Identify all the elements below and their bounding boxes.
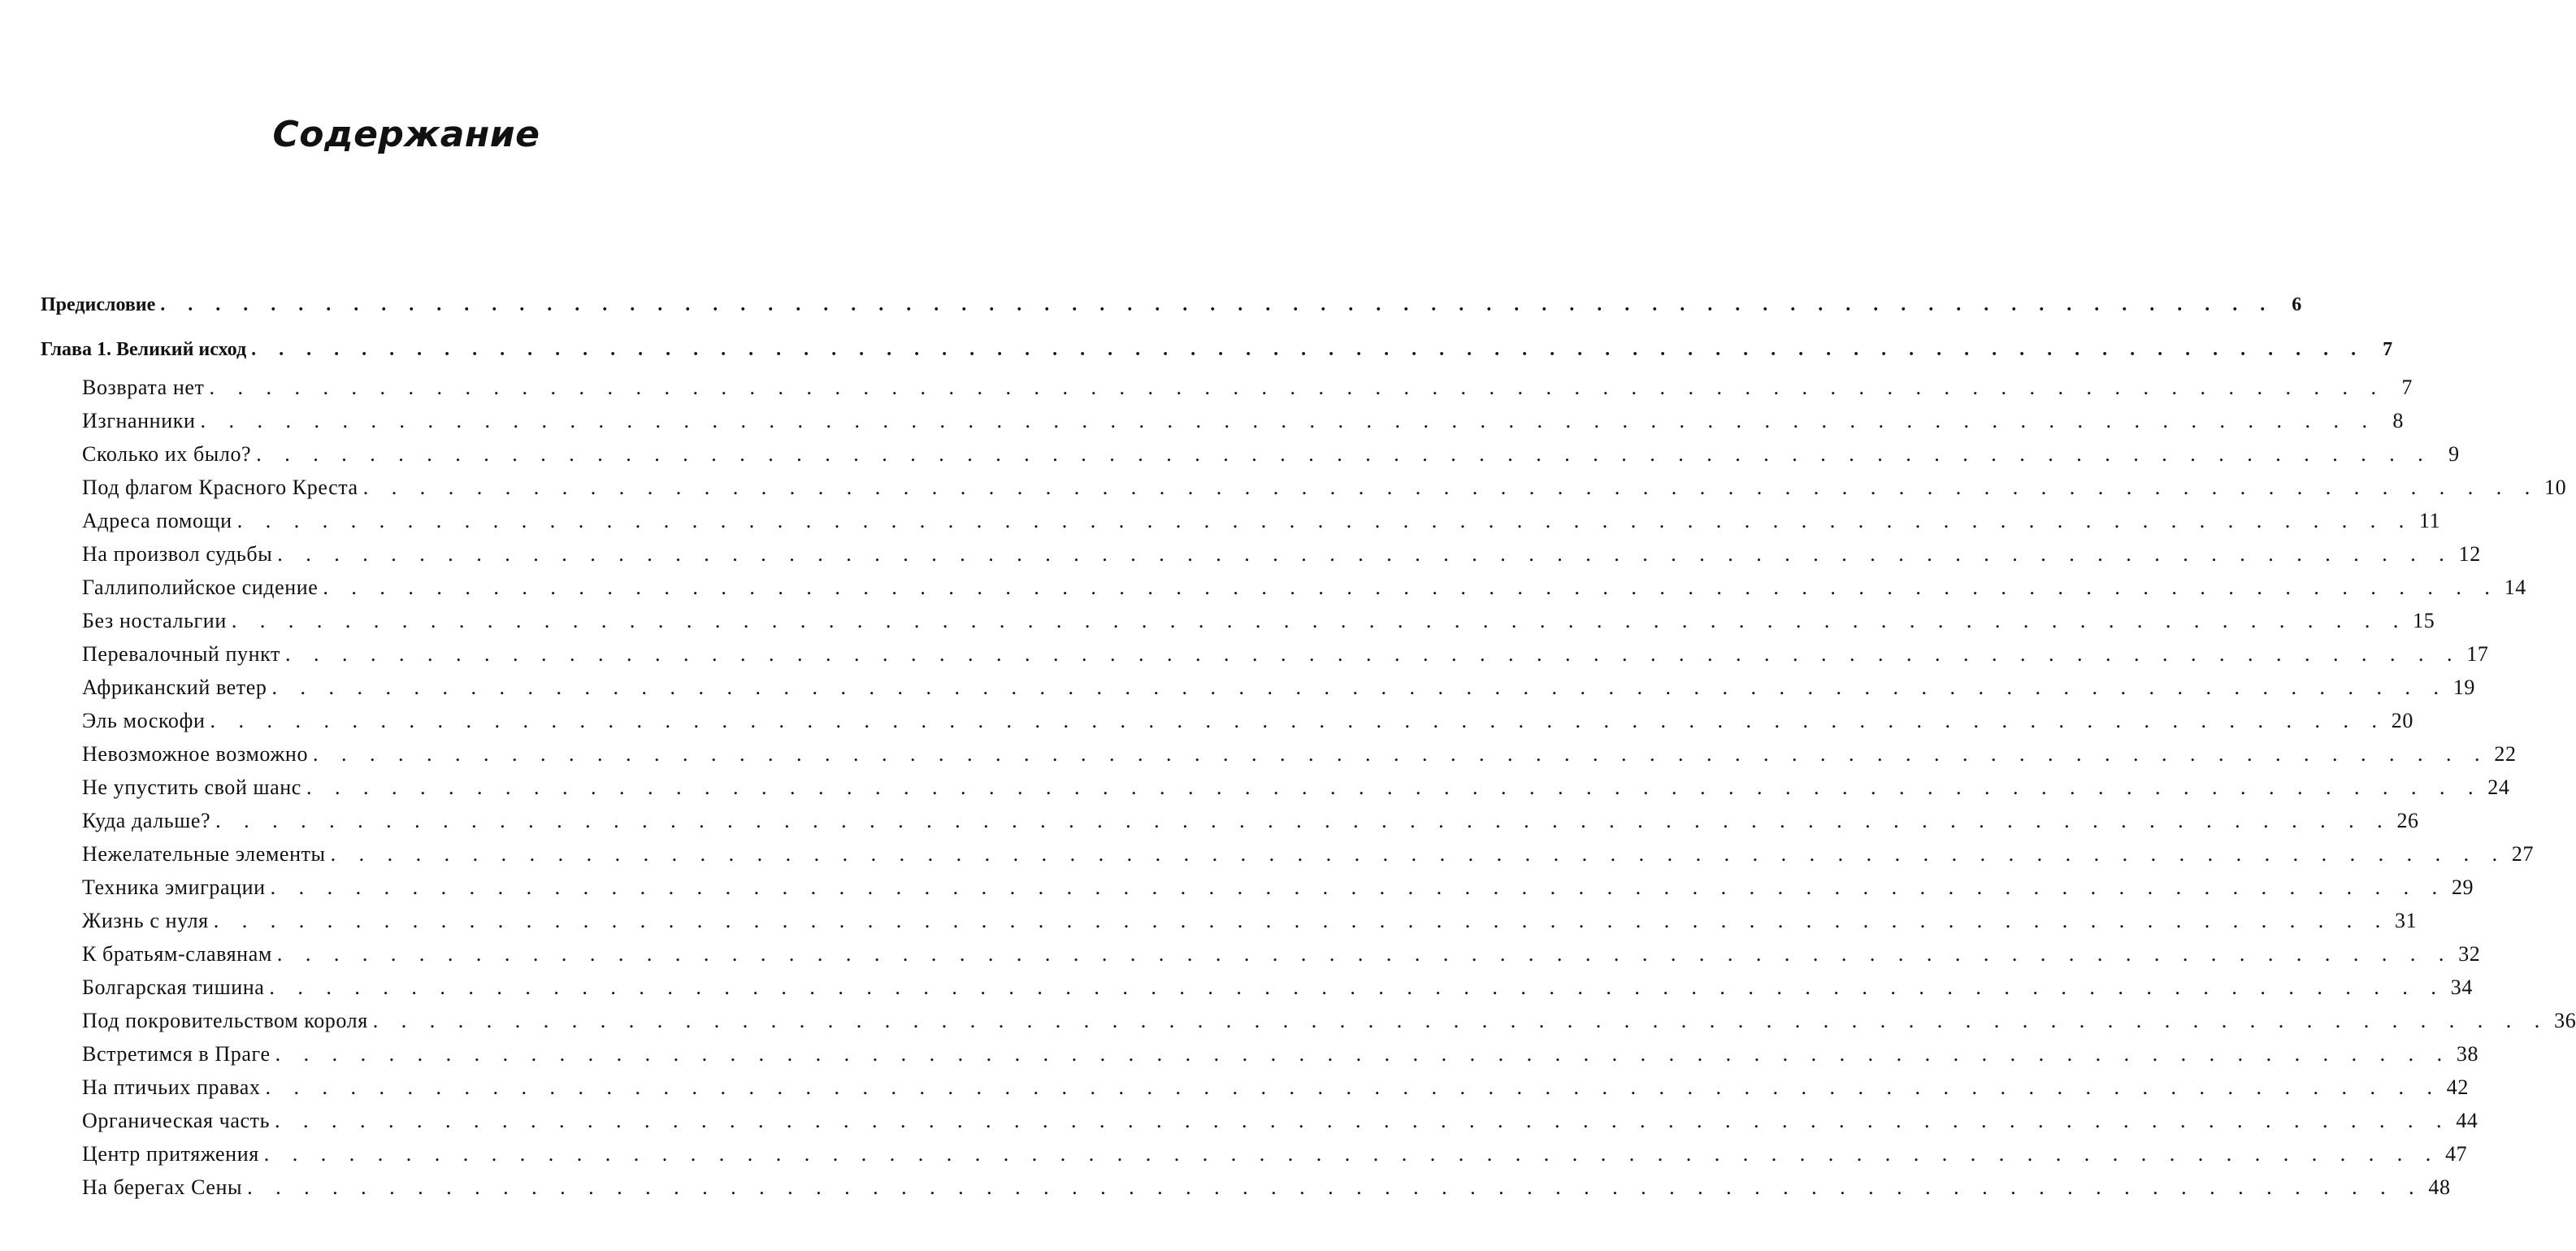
- dot-leader: . . . . . . . . . . . . . . . . . . . . . . . . . . . . . . . . . . . . . . . . . . . . . . . . . . . . . . . . . . . . . . . . . . . . . . . . . . . . .: [160, 294, 2275, 315]
- toc-entry-section: [82, 807, 2419, 835]
- toc-entry-label: Жизнь с нуля: [82, 909, 209, 932]
- toc-entry-page: 19: [2452, 675, 2476, 699]
- toc-entry-section: [82, 874, 2474, 901]
- dot-leader: . . . . . . . . . . . . . . . . . . . . . . . . . . . . . . . . . . . . . . . . . . . . . . . . . . . . . . . . . . . . . . . . . . . . . . . . . . . . .: [236, 509, 2413, 532]
- toc-entry-page: 27: [2511, 842, 2535, 866]
- toc-entry-section: [82, 841, 2535, 868]
- toc-entry-section: [82, 407, 2404, 435]
- toc-entry-label: Возврата нет: [82, 376, 205, 399]
- toc-entry-label: Нежелательные элементы: [82, 842, 326, 866]
- dot-leader: . . . . . . . . . . . . . . . . . . . . . . . . . . . . . . . . . . . . . . . . . . . . . . . . . . . . . . . . . . . . . . . . . . . . . . . . . . . . .: [323, 576, 2499, 599]
- dot-leader: . . . . . . . . . . . . . . . . . . . . . . . . . . . . . . . . . . . . . . . . . . . . . . . . . . . . . . . . . . . . . . . . . . . . . . . . . . . . .: [285, 642, 2461, 666]
- toc-entry-label: К братьям-славянам: [82, 942, 272, 966]
- toc-entry-preface: [41, 291, 2302, 319]
- toc-entry-page: 14: [2504, 576, 2526, 599]
- dot-leader: . . . . . . . . . . . . . . . . . . . . . . . . . . . . . . . . . . . . . . . . . . . . . . . . . . . . . . . . . . . . . . . . . . . . . . . . . . . . .: [256, 442, 2432, 466]
- toc-entry-section: [82, 940, 2481, 968]
- toc-entry-page: 17: [2466, 642, 2489, 666]
- dot-leader: . . . . . . . . . . . . . . . . . . . . . . . . . . . . . . . . . . . . . . . . . . . . . . . . . . . . . . . . . . . . . . . . . . . . . . . . . . . . .: [210, 709, 2386, 732]
- toc-entry-page: 15: [2413, 609, 2435, 632]
- toc-entry-section: [82, 1007, 2576, 1035]
- toc-entry-label: Глава 1. Великий исход: [41, 339, 247, 360]
- toc-entry-section: [82, 474, 2567, 502]
- toc-entry-section: [82, 907, 2418, 935]
- toc-entry-page: 24: [2487, 775, 2510, 799]
- toc-entry-page: 9: [2448, 442, 2460, 466]
- toc-entry-label: Под флагом Красного Креста: [82, 476, 358, 499]
- toc-entry-page: 22: [2494, 742, 2517, 766]
- toc-entry-label: Невозможное возможно: [82, 742, 309, 766]
- toc-entry-label: Африканский ветер: [82, 675, 267, 699]
- dot-leader: . . . . . . . . . . . . . . . . . . . . . . . . . . . . . . . . . . . . . . . . . . . . . . . . . . . . . . . . . . . . . . . . . . . . . . . . . . . . .: [265, 1075, 2441, 1099]
- dot-leader: . . . . . . . . . . . . . . . . . . . . . . . . . . . . . . . . . . . . . . . . . . . . . . . . . . . . . . . . . . . . . . . . . . . . . . . . . . . . .: [330, 842, 2507, 866]
- toc-entry-page: 20: [2391, 709, 2413, 732]
- toc-entry-label: Предисловие: [41, 294, 156, 315]
- toc-entry-section: [82, 374, 2413, 402]
- toc-entry-label: Техника эмиграции: [82, 875, 266, 899]
- toc-entry-section: [82, 641, 2489, 668]
- dot-leader: . . . . . . . . . . . . . . . . . . . . . . . . . . . . . . . . . . . . . . . . . . . . . . . . . . . . . . . . . . . . . . . . . . . . . . . . . . . . .: [269, 975, 2445, 999]
- dot-leader: . . . . . . . . . . . . . . . . . . . . . . . . . . . . . . . . . . . . . . . . . . . . . . . . . . . . . . . . . . . . . . . . . . . . . . . . . . . . .: [313, 742, 2489, 766]
- dot-leader: . . . . . . . . . . . . . . . . . . . . . . . . . . . . . . . . . . . . . . . . . . . . . . . . . . . . . . . . . . . . . . . . . . . . . . . . . . . . .: [247, 1175, 2423, 1199]
- toc-entry-page: 11: [2418, 509, 2441, 532]
- dot-leader: . . . . . . . . . . . . . . . . . . . . . . . . . . . . . . . . . . . . . . . . . . . . . . . . . . . . . . . . . . . . . . . . . . . . . . . . . . . . .: [209, 376, 2385, 399]
- toc-entry-section: [82, 441, 2460, 468]
- toc-entry-page: 29: [2451, 875, 2474, 899]
- toc-entry-label: Изгнанники: [82, 409, 196, 432]
- toc-entry-page: 44: [2456, 1109, 2478, 1132]
- dot-leader: . . . . . . . . . . . . . . . . . . . . . . . . . . . . . . . . . . . . . . . . . . . . . . . . . . . . . . . . . . . . . . . . . . . . . . . . . . . . .: [263, 1142, 2440, 1166]
- toc-entry-page: 12: [2458, 542, 2481, 566]
- toc-entry-label: Болгарская тишина: [82, 975, 265, 999]
- dot-leader: . . . . . . . . . . . . . . . . . . . . . . . . . . . . . . . . . . . . . . . . . . . . . . . . . . . . . . . . . . . . . . . . . . . . . . . . . . . . .: [276, 942, 2453, 966]
- toc-entry-section: [82, 741, 2517, 768]
- toc-entry-page: 6: [2292, 294, 2302, 315]
- dot-leader: . . . . . . . . . . . . . . . . . . . . . . . . . . . . . . . . . . . . . . . . . . . . . . . . . . . . . . . . . . . . . . . . . . . . . . . . . . . . .: [200, 409, 2376, 432]
- toc-entry-page: 36: [2554, 1009, 2576, 1032]
- toc-entry-chapter-1: [41, 336, 2393, 363]
- toc-entry-section: [82, 674, 2476, 702]
- toc-entry-label: Куда дальше?: [82, 809, 211, 832]
- toc-entry-section: [82, 607, 2435, 635]
- toc-entry-page: 48: [2428, 1175, 2451, 1199]
- toc-entry-label: Под покровительством короля: [82, 1009, 368, 1032]
- dot-leader: . . . . . . . . . . . . . . . . . . . . . . . . . . . . . . . . . . . . . . . . . . . . . . . . . . . . . . . . . . . . . . . . . . . . . . . . . . . . .: [362, 476, 2539, 499]
- toc-entry-label: Органическая часть: [82, 1109, 271, 1132]
- toc-entry-label: Встретимся в Праге: [82, 1042, 271, 1066]
- toc-entry-label: Центр притяжения: [82, 1142, 259, 1166]
- toc-entry-label: Эль москофи: [82, 709, 206, 732]
- dot-leader: . . . . . . . . . . . . . . . . . . . . . . . . . . . . . . . . . . . . . . . . . . . . . . . . . . . . . . . . . . . . . . . . . . . . . . . . . . . . .: [306, 775, 2483, 799]
- toc-entry-label: На произвол судьбы: [82, 542, 273, 566]
- toc-entry-page: 34: [2450, 975, 2473, 999]
- toc-entry-section: [82, 574, 2526, 602]
- toc-entry-label: Не упустить свой шанс: [82, 775, 301, 799]
- toc-entry-page: 42: [2446, 1075, 2469, 1099]
- toc-entry-section: [82, 1140, 2468, 1168]
- dot-leader: . . . . . . . . . . . . . . . . . . . . . . . . . . . . . . . . . . . . . . . . . . . . . . . . . . . . . . . . . . . . . . . . . . . . . . . . . . . . .: [271, 675, 2448, 699]
- toc-entry-page: 7: [2383, 339, 2393, 360]
- dot-leader: . . . . . . . . . . . . . . . . . . . . . . . . . . . . . . . . . . . . . . . . . . . . . . . . . . . . . . . . . . . . . . . . . . . . . . . . . . . . .: [275, 1109, 2451, 1132]
- toc-entry-label: Адреса помощи: [82, 509, 232, 532]
- toc-entry-label: Галлиполийское сидение: [82, 576, 319, 599]
- toc-entry-section: [82, 507, 2441, 535]
- toc-entry-section: [82, 774, 2510, 801]
- toc-entry-page: 47: [2445, 1142, 2468, 1166]
- toc-entry-label: На птичьих правах: [82, 1075, 261, 1099]
- dot-leader: . . . . . . . . . . . . . . . . . . . . . . . . . . . . . . . . . . . . . . . . . . . . . . . . . . . . . . . . . . . . . . . . . . . . . . . . . . . . .: [275, 1042, 2452, 1066]
- dot-leader: . . . . . . . . . . . . . . . . . . . . . . . . . . . . . . . . . . . . . . . . . . . . . . . . . . . . . . . . . . . . . . . . . . . . . . . . . . . . .: [277, 542, 2453, 566]
- toc-entry-label: На берегах Сены: [82, 1175, 243, 1199]
- toc-entry-page: 7: [2401, 376, 2413, 399]
- toc-entry-section: [82, 974, 2473, 1001]
- toc-entry-section: [82, 1107, 2478, 1135]
- toc-entry-section: [82, 1040, 2479, 1068]
- dot-leader: . . . . . . . . . . . . . . . . . . . . . . . . . . . . . . . . . . . . . . . . . . . . . . . . . . . . . . . . . . . . . . . . . . . . . . . . . . . . .: [251, 339, 2366, 360]
- dot-leader: . . . . . . . . . . . . . . . . . . . . . . . . . . . . . . . . . . . . . . . . . . . . . . . . . . . . . . . . . . . . . . . . . . . . . . . . . . . . .: [215, 809, 2392, 832]
- toc-entry-label: Перевалочный пункт: [82, 642, 281, 666]
- dot-leader: . . . . . . . . . . . . . . . . . . . . . . . . . . . . . . . . . . . . . . . . . . . . . . . . . . . . . . . . . . . . . . . . . . . . . . . . . . . . .: [270, 875, 2447, 899]
- dot-leader: . . . . . . . . . . . . . . . . . . . . . . . . . . . . . . . . . . . . . . . . . . . . . . . . . . . . . . . . . . . . . . . . . . . . . . . . . . . . .: [231, 609, 2408, 632]
- toc-entry-section: [82, 707, 2413, 735]
- toc-entry-section: [82, 1174, 2451, 1201]
- dot-leader: . . . . . . . . . . . . . . . . . . . . . . . . . . . . . . . . . . . . . . . . . . . . . . . . . . . . . . . . . . . . . . . . . . . . . . . . . . . . .: [213, 909, 2390, 932]
- page-title: Содержание: [272, 114, 540, 155]
- toc-entry-page: 26: [2396, 809, 2419, 832]
- toc-entry-section: [82, 1074, 2469, 1101]
- toc-entry-label: Без ностальгии: [82, 609, 227, 632]
- toc-entry-page: 32: [2458, 942, 2481, 966]
- toc-entry-page: 31: [2395, 909, 2418, 932]
- toc-entry-section: [82, 541, 2481, 568]
- toc-entry-label: Сколько их было?: [82, 442, 252, 466]
- dot-leader: . . . . . . . . . . . . . . . . . . . . . . . . . . . . . . . . . . . . . . . . . . . . . . . . . . . . . . . . . . . . . . . . . . . . . . . . . . . . .: [372, 1009, 2549, 1032]
- toc-entry-page: 10: [2543, 476, 2567, 499]
- toc-entry-page: 8: [2392, 409, 2404, 432]
- toc-entry-page: 38: [2456, 1042, 2479, 1066]
